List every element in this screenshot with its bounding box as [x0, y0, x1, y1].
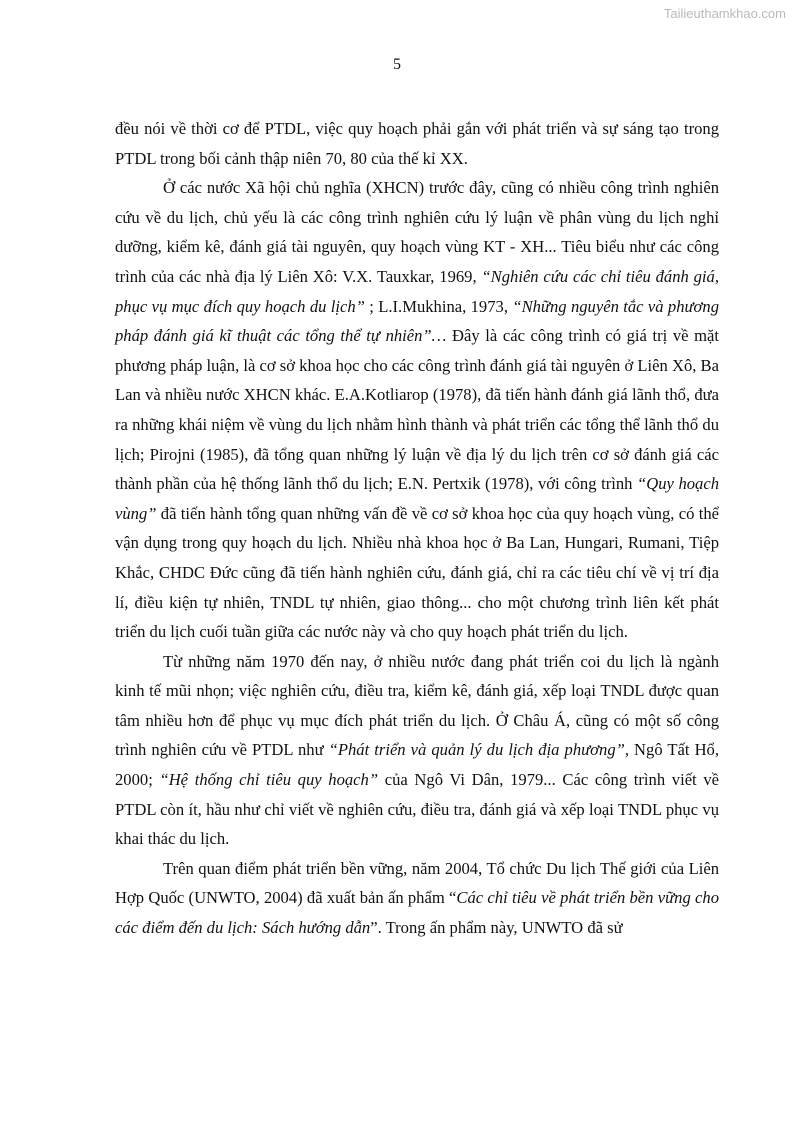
body-text: Ở các nước Xã hội chủ nghĩa (XHCN) trước đây, cũng có nhiều công trình nghiên cứu về du lịch, chủ yếu là các công trình nghiên cứu lý luận về phân vùng du lịch nghỉ dưỡng, kiểm kê, đánh giá tài nguyên, quy hoạch vùng KT - XH... Tiêu biểu như các công trình của các nhà địa lý Liên Xô: V.X. Tauxkar, 1969, [115, 178, 719, 286]
italic-title-text: “Những nguyên tắc và phương pháp đánh giá kĩ thuật các tổng thể tự nhiên”… [115, 296, 719, 346]
italic-title-text: “Nghiên cứu các chỉ tiêu đánh giá, phục vụ mục đích quy hoạch du lịch” [115, 266, 719, 316]
paragraph-1 [115, 114, 719, 173]
body-text: đã tiến hành tổng quan những vấn đề về cơ sở khoa học của quy hoạch vùng, có thể vận dụng trong quy hoạch du lịch. Nhiều nhà khoa học ở Ba Lan, Hungari, Rumani, Tiệp Khắc, CHDC Đức cũng đã tiến hành nghiên cứu, đánh giá, chỉ ra các tiêu chí về vị trí địa lí, điều kiện tự nhiên, TNDL tự nhiên, giao thông... cho một chương trình liên kết phát triển du lịch cuối tuần giữa các nước này và cho quy hoạch phát triển du lịch. [115, 503, 719, 642]
italic-title-text: “Hệ thống chỉ tiêu quy hoạch” [159, 770, 379, 790]
body-text: đều nói về thời cơ để PTDL, việc quy hoạch phải gắn với phát triển và sự sáng tạo trong PTDL trong bối cảnh thập niên 70, 80 của thế kỉ XX. [115, 119, 719, 168]
italic-title-text: Các chỉ tiêu về phát triển bền vững cho các điểm đến du lịch: Sách hướng dẫn [115, 888, 719, 938]
document-body [115, 114, 719, 943]
body-text: của Ngô Vi Dân, 1979... Các công trình viết về PTDL còn ít, hầu như chỉ viết về nghiên cứu, điều tra, đánh giá và xếp loại TNDL phục vụ khai thác du lịch. [115, 770, 719, 849]
body-text: ”. Trong ấn phẩm này, UNWTO đã sử [370, 918, 623, 938]
watermark-text: Tailieuthamkhao.com [663, 6, 786, 21]
body-text: ; L.I.Mukhina, 1973, [364, 296, 513, 316]
body-text: Từ những năm 1970 đến nay, ở nhiều nước đang phát triển coi du lịch là ngành kinh tế mũi nhọn; việc nghiên cứu, điều tra, kiểm kê, đánh giá, xếp loại TNDL được quan tâm nhiều hơn để phục vụ mục đích phát triển du lịch. Ở Châu Á, cũng có một số công trình nghiên cứu về PTDL như [115, 651, 719, 760]
page-number: 5 [393, 56, 401, 73]
italic-title-text: “Phát triển và quản lý du lịch địa phương”, [328, 740, 629, 760]
paragraph-2 [115, 173, 719, 647]
italic-title-text: “Quy hoạch vùng” [115, 474, 719, 523]
paragraph-3 [115, 647, 719, 854]
body-text: Đây là các công trình có giá trị về mặt phương pháp luận, là cơ sở khoa học cho các công trình đánh giá tài nguyên ở Liên Xô, Ba Lan và nhiều nước XHCN khác. E.A.Kotliarop (1978), đã tiến hành đánh giá lãnh thổ, đưa ra những khái niệm về vùng du lịch nhằm hình thành và phát triển các tổng thể lãnh thổ du lịch; Pirojni (1985), đã tổng quan những lý luận về địa lý du lịch trên cơ sở đánh giá các thành phần của hệ thống lãnh thổ du lịch; E.N. Pertxik (1978), với công trình [115, 326, 719, 494]
body-text: Trên quan điểm phát triển bền vững, năm 2004, Tổ chức Du lịch Thế giới của Liên Hợp Quốc (UNWTO, 2004) đã xuất bản ấn phẩm “ [115, 858, 719, 908]
body-text: Ngô Tất Hổ, 2000; [115, 740, 719, 790]
paragraph-4 [115, 854, 719, 943]
